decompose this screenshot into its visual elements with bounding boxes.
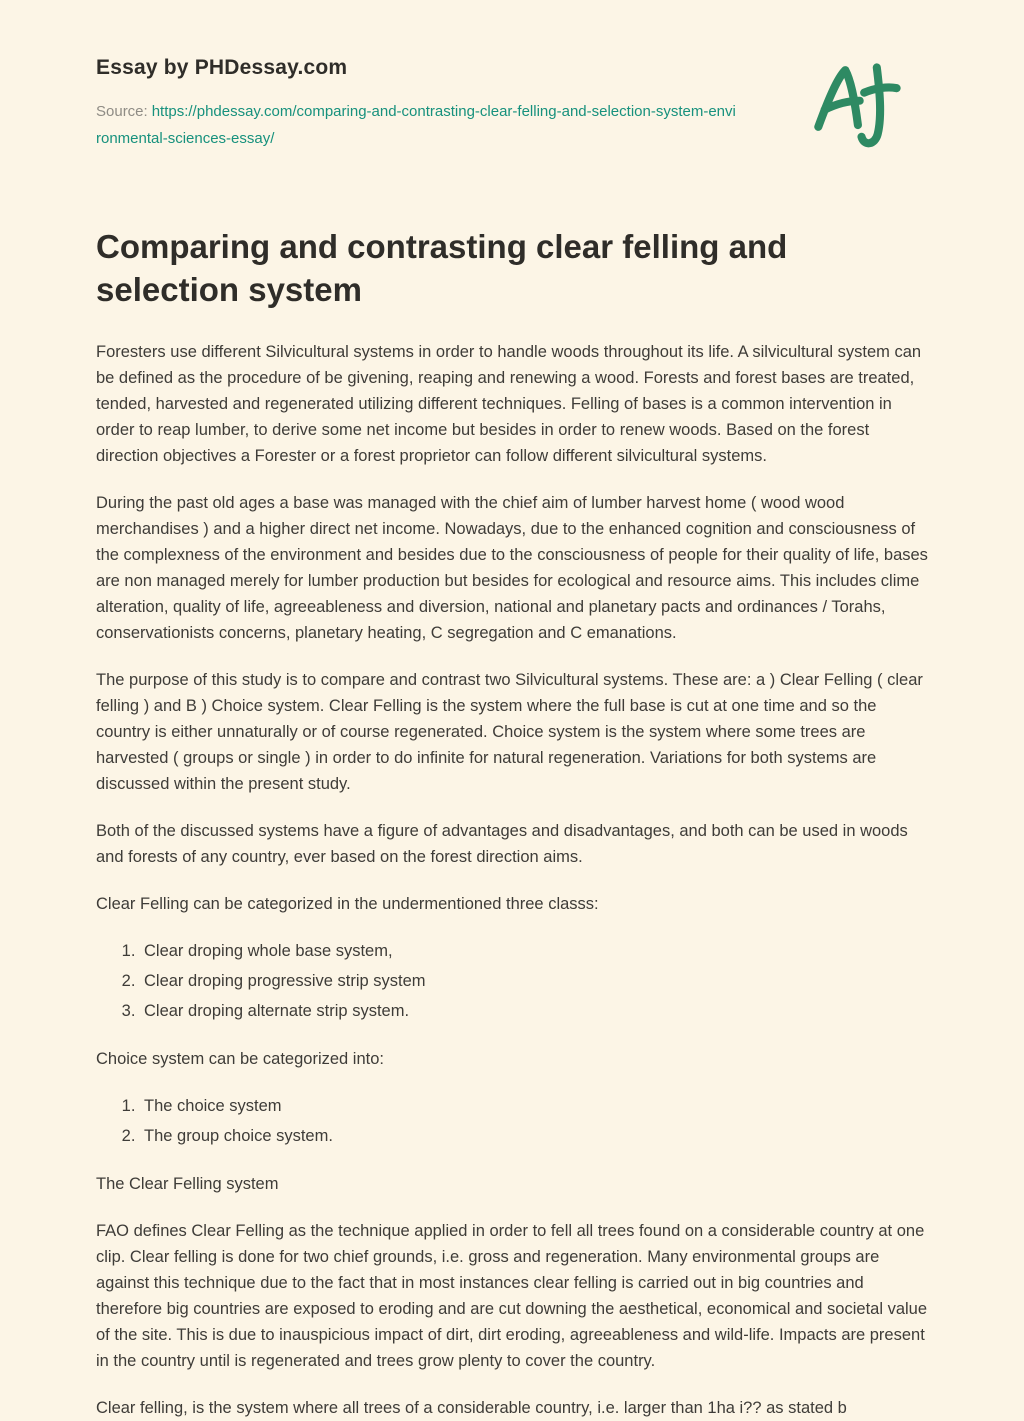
- list-item: 1. Clear droping whole base system,: [140, 938, 928, 964]
- paragraph-intro: Foresters use different Silvicultural systems in order to handle woods throughout its life. A silvicultural system can be defined as the procedure of be givening, reaping and renewing a wood. Forests and forest bases are treated, tended, harvested and regenerated utilizing different techniques. Felling of bases is a common intervention in order to reap lumber, to derive some net income but besides in order to renew woods. Based on the forest direction objectives a Forester or a forest proprietor can follow different silvicultural systems.: [96, 343, 922, 465]
- paragraph-purpose: The purpose of this study is to compare and contrast two Silvicultural systems. These are: a ) Clear Felling ( clear felling ) and B ) Choice system. Clear Felling is the system where the full base is cut at one time and so the country is either unnaturally or of course regenerated. Choice system is the system where some trees are harvested ( groups or single ) in order to do infinite for natural regeneration. Variations for both systems are discussed within the present study.: [96, 671, 923, 793]
- list-item: 3. Clear droping alternate strip system.: [140, 998, 928, 1024]
- choice-classes-list: [96, 1093, 928, 1149]
- essay-title: Comparing and contrasting clear felling and selection system: [96, 228, 788, 308]
- paragraph-clear-felling-partial: Clear felling, is the system where all trees of a considerable country, i.e. larger than 1ha i?? as stated b: [96, 1399, 847, 1417]
- phdessay-logo-icon: [812, 60, 902, 155]
- paragraph-fao-definition: FAO defines Clear Felling as the technique applied in order to fell all trees found on a considerable country at one clip. Clear felling is done for two chief grounds, i.e. gross and regeneration. Many environmental groups are against this technique due to the fact that in most instances clear felling is carried out in big countries and therefore big countries are exposed to eroding and are cut downing the aesthetical, economical and societal value of the site. This is due to inauspicious impact of dirt, dirt eroding, agreeableness and wild-life. Impacts are present in the country until is regenerated and trees grow plenty to cover the country.: [96, 1222, 928, 1370]
- list-item: 1. The choice system: [140, 1093, 928, 1119]
- list-item: 2. Clear droping progressive strip system: [140, 968, 928, 994]
- header-text-block: [96, 56, 736, 152]
- paragraph-choice-classes-intro: Choice system can be categorized into:: [96, 1050, 384, 1068]
- clear-felling-classes-list: [96, 938, 928, 1024]
- section-heading-clear-felling: The Clear Felling system: [96, 1175, 279, 1193]
- list-item: 2. The group choice system.: [140, 1123, 928, 1149]
- paragraph-history: During the past old ages a base was managed with the chief aim of lumber harvest home ( wood wood merchandises ) and a higher direct net income. Nowadays, due to the enhanced cognition and consciousness of the complexness of the environment and besides due to the consciousness of people for their quality of life, bases are non managed merely for lumber production but besides for ecological and resource aims. This includes clime alteration, quality of life, agreeableness and diversion, national and planetary pacts and ordinances / Torahs, conservationists concerns, planetary heating, C segregation and C emanations.: [96, 494, 928, 642]
- essay-body: [96, 339, 928, 1421]
- paragraph-advantages: Both of the discussed systems have a figure of advantages and disadvantages, and both can be used in woods and forests of any country, ever based on the forest direction aims.: [96, 822, 908, 866]
- source-line: [96, 98, 736, 152]
- paragraph-clear-felling-classes-intro: Clear Felling can be categorized in the undermentioned three classs:: [96, 895, 599, 913]
- header-title: Essay by PHDessay.com: [96, 56, 348, 79]
- source-url-link[interactable]: https://phdessay.com/comparing-and-contrasting-clear-felling-and-selection-system-environmental-sciences-essay/: [96, 103, 736, 147]
- source-label: Source:: [96, 103, 148, 120]
- document-header: [96, 56, 928, 155]
